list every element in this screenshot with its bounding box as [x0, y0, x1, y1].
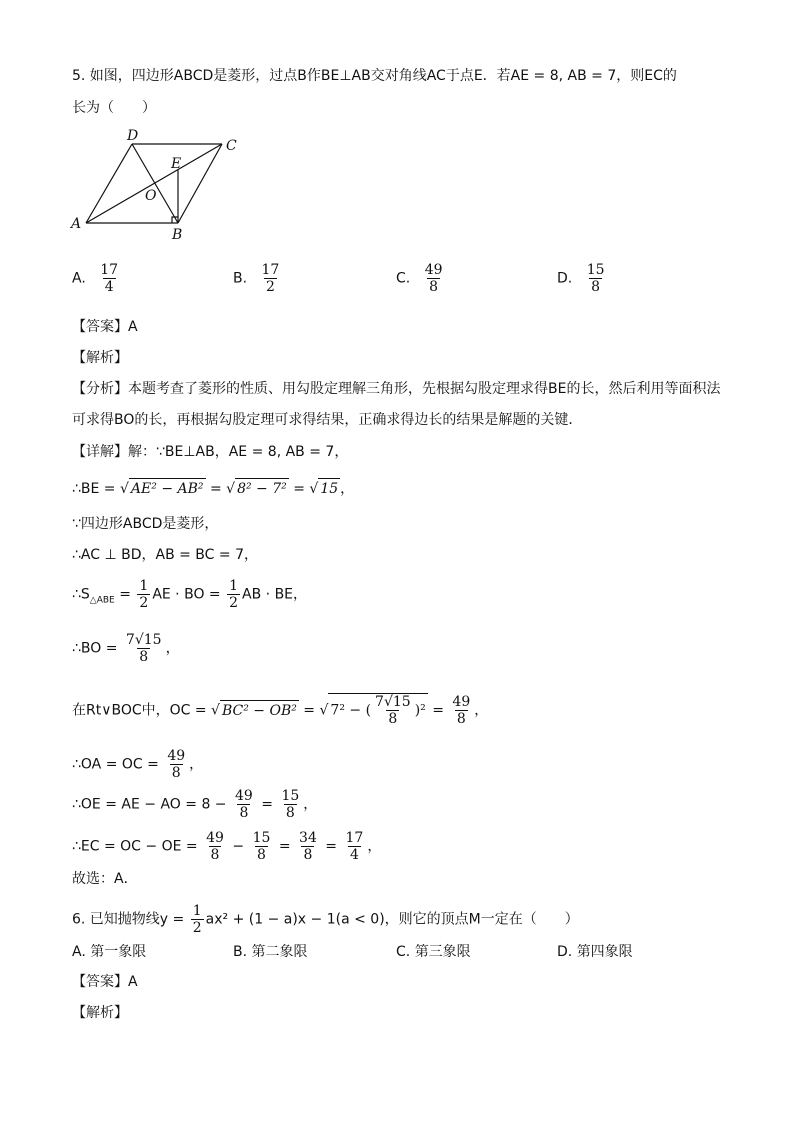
side-bc — [178, 144, 222, 223]
q6-option-a[interactable]: A. 第一象限 — [72, 944, 147, 960]
option-fraction: $\frac{49}{8}$ — [424, 262, 443, 295]
q6-option-d[interactable]: D. 第四象限 — [557, 944, 633, 960]
q5-choose: 故选：A． — [72, 871, 138, 887]
option-letter: D. — [557, 270, 573, 287]
diagonal-ac — [86, 144, 222, 223]
q6-stem: 6. 已知抛物线y = $\frac{1}{2}$ ax² + (1 − a)x − 1(a < 0)，则它的顶点M一定在（ ） — [72, 903, 579, 936]
q5-option-c[interactable] — [396, 262, 447, 295]
q5-option-a[interactable] — [72, 262, 122, 295]
q6-option-c[interactable]: C. 第三象限 — [396, 944, 471, 960]
q6-option-b[interactable]: B. 第二象限 — [233, 944, 308, 960]
q5-option-d[interactable] — [557, 262, 609, 295]
option-fraction: $\frac{17}{4}$ — [100, 262, 119, 295]
option-fraction: $\frac{17}{2}$ — [261, 262, 280, 295]
label-a: A — [71, 216, 82, 232]
q5-analysis-line2: 可求得BO的长，再根据勾股定理可求得结果，正确求得边长的结果是解题的关键． — [72, 412, 583, 428]
q5-detail-line9: ∴OE = AE − AO = 8 − $\frac{49}{8}$ = $\frac{15}{8}$ ， — [72, 788, 318, 821]
q5-analysis-line1: 【分析】本题考查了菱形的性质、用勾股定理解三角形，先根据勾股定理求得BE的长，然后利用等面积法 — [72, 381, 721, 397]
option-letter: A. — [72, 270, 86, 287]
q5-detail-line5: $\therefore S_{\triangle ABE}$ = $\frac{1}{2}$ AE · BO = $\frac{1}{2}$ AB · BE， — [72, 578, 308, 611]
q5-jiexi: 【解析】 — [72, 350, 128, 366]
label-b: B — [172, 227, 183, 242]
q5-detail-line8: ∴OA = OC = $\frac{49}{8}$ ， — [72, 748, 204, 781]
q6-jiexi: 【解析】 — [72, 1005, 128, 1021]
side-da — [86, 144, 132, 223]
option-fraction: $\frac{15}{8}$ — [586, 262, 605, 295]
q5-detail-line10: ∴EC = OC − OE = $\frac{49}{8}$ − $\frac{15}{8}$ = $\frac{34}{8}$ = $\frac{17}{4}$ ， — [72, 830, 382, 863]
label-o: O — [145, 188, 157, 204]
q5-answer: 【答案】A — [72, 319, 138, 335]
option-letter: C. — [396, 270, 411, 287]
q5-detail-line1: 【详解】解：∵BE⊥AB，AE = 8, AB = 7， — [72, 444, 349, 460]
label-e: E — [171, 156, 182, 172]
label-d: D — [127, 128, 139, 144]
option-letter: B. — [233, 270, 248, 287]
q5-detail-line7: 在Rt∨BOC中，OC = √ BC² − OB² = √ 7² − ( $\frac{7√15}{8}$ )² = $\frac{49}{8}$ ， — [72, 694, 489, 727]
q5-option-b[interactable] — [233, 262, 283, 295]
q5-detail-line6: ∴BO = $\frac{7√15}{8}$ ， — [72, 632, 180, 665]
q5-stem-line2: 长为（ ） — [72, 100, 156, 116]
q5-stem-line1: 5. 如图，四边形ABCD是菱形，过点B作BE⊥AB交对角线AC于点E．若AE = 8, AB = 7，则EC的 — [72, 68, 677, 84]
q5-detail-line3: ∵四边形ABCD是菱形， — [72, 516, 219, 532]
label-c: C — [226, 138, 237, 154]
q5-detail-line2: ∴BE = √ AE² − AB² = √ 8² − 7² = √ 15 ， — [72, 478, 354, 499]
q5-detail-line4: ∴AC ⊥ BD，AB = BC = 7， — [72, 547, 258, 563]
rhombus-figure — [66, 126, 256, 242]
q6-answer: 【答案】A — [72, 974, 138, 990]
